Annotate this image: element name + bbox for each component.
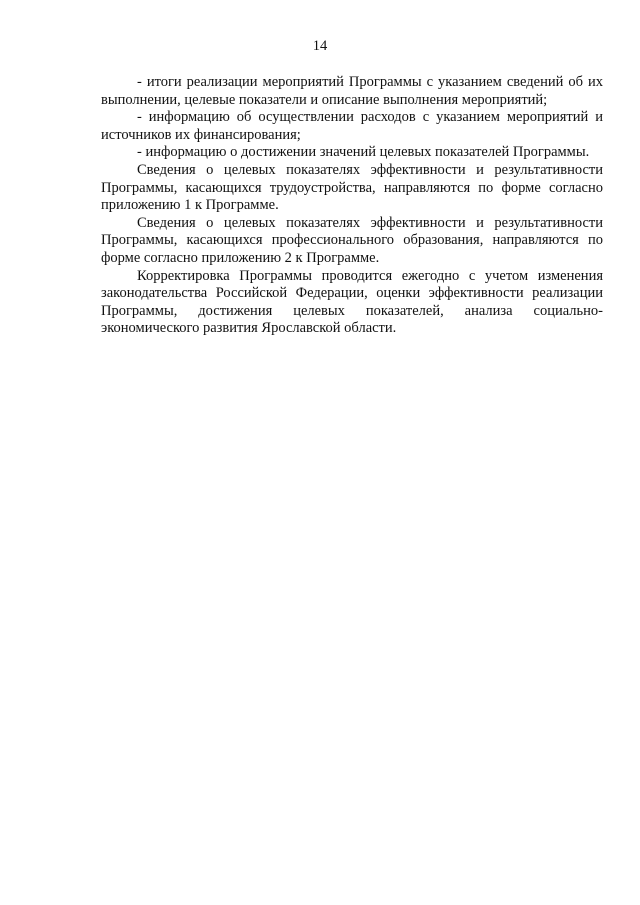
document-body [101, 74, 603, 338]
paragraph-education-indicators: Сведения о целевых показателях эффективности и результативности Программы, касающихся профессионального образования, направляются по форме согласно приложению 2 к Программе. [101, 214, 603, 266]
paragraph-report-expenses: - информацию об осуществлении расходов с указанием мероприятий и источников их финансирования; [101, 109, 603, 143]
paragraph-program-adjustment: Корректировка Программы проводится ежегодно с учетом изменения законодательства Российской Федерации, оценки эффективности реализации Программы, достижения целевых показателей, анализа социально-экономического развития Ярославской области. [101, 267, 603, 337]
paragraph-report-indicators: - информацию о достижении значений целевых показателей Программы. [137, 144, 590, 161]
paragraph-report-results: - итоги реализации мероприятий Программы с указанием сведений об их выполнении, целевые показатели и описание выполнения мероприятий; [101, 74, 603, 108]
page-number: 14 [312, 38, 328, 54]
paragraph-employment-indicators: Сведения о целевых показателях эффективности и результативности Программы, касающихся трудоустройства, направляются по форме согласно приложению 1 к Программе. [101, 161, 603, 214]
